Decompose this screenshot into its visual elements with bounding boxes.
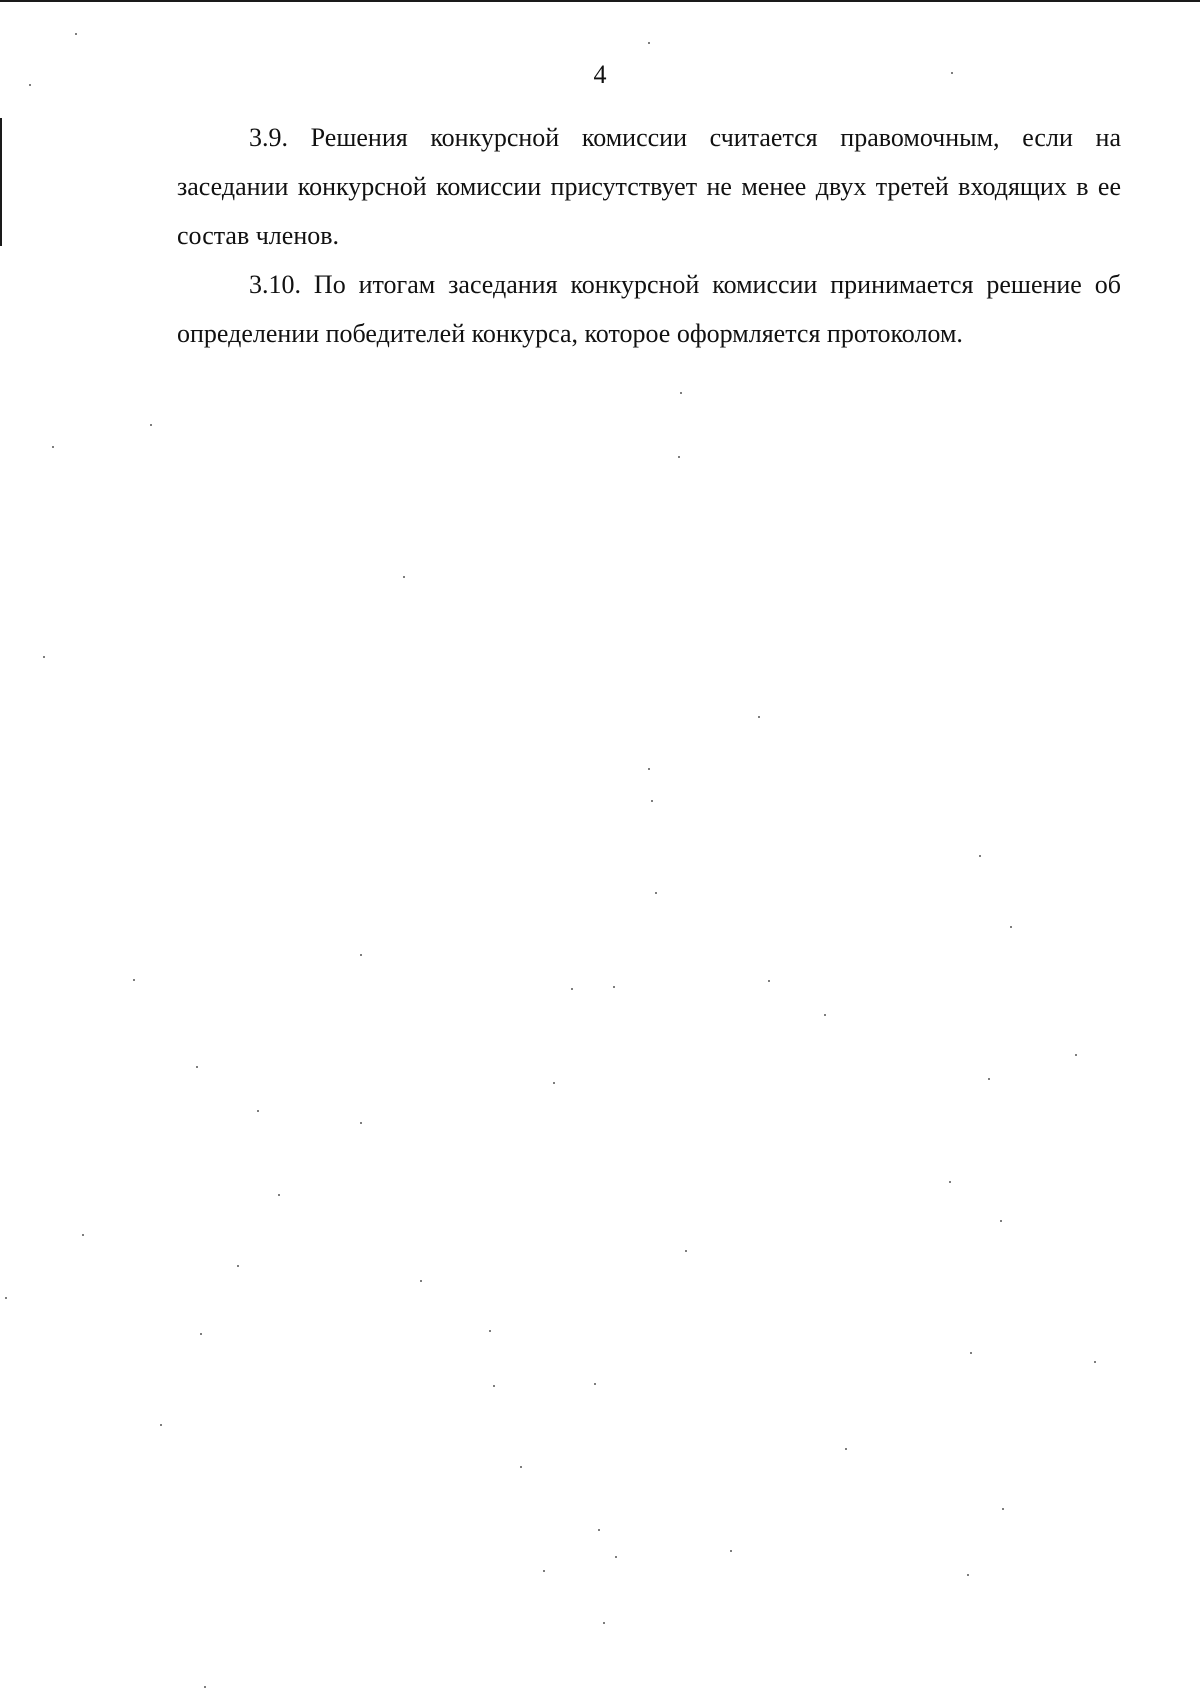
paragraph-3-10: 3.10. По итогам заседания конкурсной комиссии принимается решение об определении победителей конкурса, которое оформляется протоколом. bbox=[177, 270, 1121, 348]
scan-speck bbox=[651, 800, 653, 802]
scan-speck bbox=[43, 656, 45, 658]
scan-speck bbox=[543, 1570, 545, 1572]
scan-speck bbox=[949, 1181, 951, 1183]
scan-speck bbox=[278, 1194, 280, 1196]
scan-speck bbox=[615, 1556, 617, 1558]
scan-speck bbox=[520, 1466, 522, 1468]
scan-speck bbox=[1094, 1361, 1096, 1363]
page-number: 4 bbox=[593, 60, 607, 89]
scan-speck bbox=[594, 1383, 596, 1385]
scan-speck bbox=[768, 980, 770, 982]
paragraph-3-9: 3.9. Решения конкурсной комиссии считается правомочным, если на заседании конкурсной комиссии присутствует не менее двух третей входящих в ее состав членов. bbox=[177, 123, 1121, 250]
scan-speck bbox=[979, 855, 981, 857]
scan-speck bbox=[598, 1529, 600, 1531]
scan-speck bbox=[970, 1352, 972, 1354]
scan-speck bbox=[648, 768, 650, 770]
scan-speck bbox=[360, 954, 362, 956]
scan-speck bbox=[730, 1550, 732, 1552]
scan-speck bbox=[133, 979, 135, 981]
scan-speck bbox=[951, 72, 953, 74]
scan-speck bbox=[678, 456, 680, 458]
document-body bbox=[177, 113, 1121, 358]
scan-speck bbox=[1002, 1508, 1004, 1510]
scan-speck bbox=[988, 1078, 990, 1080]
scan-speck bbox=[5, 1297, 7, 1299]
scan-speck bbox=[613, 986, 615, 988]
scan-speck bbox=[257, 1110, 259, 1112]
scan-top-edge bbox=[0, 0, 1200, 2]
scan-speck bbox=[603, 1622, 605, 1624]
scan-speck bbox=[200, 1333, 202, 1335]
scan-speck bbox=[160, 1424, 162, 1426]
scan-speck bbox=[571, 988, 573, 990]
scan-speck bbox=[758, 716, 760, 718]
scan-left-mark bbox=[0, 118, 2, 246]
scan-speck bbox=[75, 33, 77, 35]
scan-speck bbox=[420, 1280, 422, 1282]
scan-speck bbox=[685, 1250, 687, 1252]
scan-speck bbox=[360, 1122, 362, 1124]
scan-speck bbox=[655, 892, 657, 894]
scan-speck bbox=[29, 84, 31, 86]
scan-speck bbox=[489, 1330, 491, 1332]
scan-speck bbox=[845, 1448, 847, 1450]
scan-speck bbox=[1010, 926, 1012, 928]
scan-speck bbox=[493, 1385, 495, 1387]
scan-speck bbox=[237, 1265, 239, 1267]
scan-speck bbox=[82, 1234, 84, 1236]
scan-speck bbox=[967, 1574, 969, 1576]
scan-speck bbox=[553, 1082, 555, 1084]
scan-speck bbox=[648, 42, 650, 44]
scan-speck bbox=[1075, 1054, 1077, 1056]
scan-speck bbox=[680, 392, 682, 394]
scan-speck bbox=[204, 1686, 206, 1688]
scan-speck bbox=[150, 424, 152, 426]
scan-speck bbox=[1000, 1220, 1002, 1222]
scan-speck bbox=[403, 576, 405, 578]
scan-speck bbox=[824, 1014, 826, 1016]
scan-speck bbox=[52, 446, 54, 448]
scan-speck bbox=[196, 1066, 198, 1068]
